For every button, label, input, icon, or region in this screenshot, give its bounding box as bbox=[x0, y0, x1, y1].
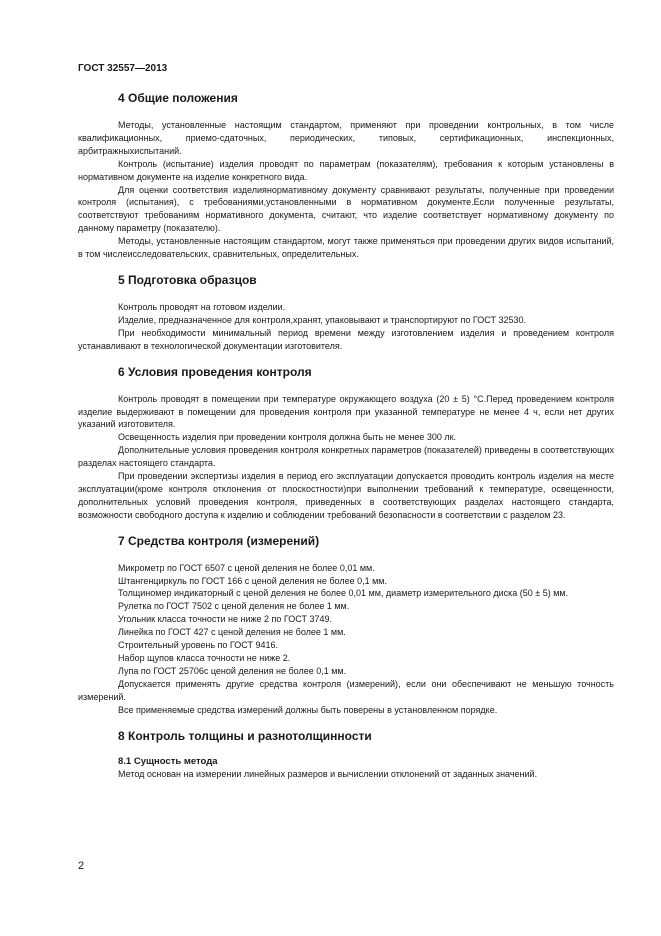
section-4 bbox=[78, 91, 614, 261]
section-6 bbox=[78, 365, 614, 522]
document-body bbox=[78, 91, 614, 780]
paragraph: При проведении экспертизы изделия в период его эксплуатации допускается проводить контроль изделия на месте эксплуатации(кроме контроля отклонения от плоскостности)при выполнении требований к температуре, освещенности, дополнительных условий проведения контроля, приведенных в соответствующих разделах настоящего стандарта, возможности свободного доступа к изделию и соблюдении требований безопасности в соответствии с разделом 23. bbox=[78, 471, 614, 520]
list-item: Рулетка по ГОСТ 7502 с ценой деления не более 1 мм. bbox=[118, 601, 350, 612]
section-heading: 7 Средства контроля (измерений) bbox=[118, 533, 320, 548]
list-item: Лупа по ГОСТ 25706с ценой деления не более 0,1 мм. bbox=[118, 665, 347, 676]
paragraph: Контроль проводят на готовом изделии. bbox=[118, 301, 286, 312]
subsection-heading: 8.1 Сущность метода bbox=[118, 755, 218, 767]
paragraph: Методы, установленные настоящим стандартом, применяют при проведении контрольных, в том числе квалификационных, приемо-сдаточных, периодических, типовых, сертификационных, инспекционных, арбитражныхиспытаний. bbox=[78, 120, 614, 156]
section-7 bbox=[78, 534, 614, 717]
list-item: Штангенциркуль по ГОСТ 166 с ценой деления не более 0,1 мм. bbox=[118, 575, 387, 586]
section-heading: 8 Контроль толщины и разнотолщинности bbox=[118, 728, 372, 743]
paragraph: При необходимости минимальный период времени между изготовлением изделия и проведением контроля устанавливают в технологической документации изготовителя. bbox=[78, 327, 614, 351]
list-item: Микрометр по ГОСТ 6507 с ценой деления не более 0,01 мм. bbox=[118, 562, 375, 573]
section-heading: 6 Условия проведения контроля bbox=[118, 364, 312, 379]
paragraph: Контроль (испытание) изделия проводят по параметрам (показателям), требования к которым установлены в нормативном документе на изделие конкретного вида. bbox=[78, 158, 614, 182]
paragraph: Освещенность изделия при проведении контроля должна быть не менее 300 лк. bbox=[118, 432, 457, 443]
paragraph: Дополнительные условия проведения контроля конкретных параметров (показателей) приведены в соответствующих разделах настоящего стандарта. bbox=[78, 445, 614, 469]
list-item: Набор щупов класса точности не ниже 2. bbox=[118, 653, 291, 663]
paragraph: Изделие, предназначенное для контроля,хранят, упаковывают и транспортируют по ГОСТ 32530. bbox=[118, 314, 526, 325]
page-number: 2 bbox=[78, 860, 85, 872]
paragraph: Методы, установленные настоящим стандартом, могут также применяться при проведении других видов испытаний, в том числеисследовательских, сравнительных, определительных. bbox=[78, 236, 614, 260]
list-item: Строительный уровень по ГОСТ 9416. bbox=[118, 640, 279, 651]
document-code: ГОСТ 32557—2013 bbox=[78, 63, 168, 74]
list-item: Толщиномер индикаторный с ценой деления не более 0,01 мм, диаметр измерительного диска (50 ± 5) мм. bbox=[118, 588, 569, 599]
paragraph: Контроль проводят в помещении при температуре окружающего воздуха (20 ± 5) °С.Перед проведением контроля изделие выдерживают в помещении для проведения контроля при указанной температуре не менее 4 ч, если нет других указаний изготовителя. bbox=[78, 393, 614, 430]
paragraph: Метод основан на измерении линейных размеров и вычислении отклонений от заданных значений. bbox=[118, 768, 538, 779]
section-heading: 4 Общие положения bbox=[118, 91, 238, 105]
section-5 bbox=[78, 273, 614, 353]
list-item: Угольник класса точности не ниже 2 по ГОСТ 3749. bbox=[118, 614, 333, 625]
list-item: Линейка по ГОСТ 427 с ценой деления не более 1 мм. bbox=[118, 627, 346, 638]
section-heading: 5 Подготовка образцов bbox=[118, 272, 257, 287]
paragraph: Все применяемые средства измерений должны быть поверены в установленном порядке. bbox=[118, 704, 498, 715]
paragraph: Для оценки соответствия изделиянормативному документу сравнивают результаты, полученные при проведении контроля (испытания), с требованиями,установленными в нормативном документе.Если полученные результаты, соответствуют требованиям нормативного документа, считают, что изделие соответствует нормативному документу по данному параметру (показателю). bbox=[78, 184, 614, 234]
section-8 bbox=[78, 729, 614, 781]
paragraph: Допускается применять другие средства контроля (измерений), если они обеспечивают не меньшую точность измерений. bbox=[78, 678, 614, 702]
